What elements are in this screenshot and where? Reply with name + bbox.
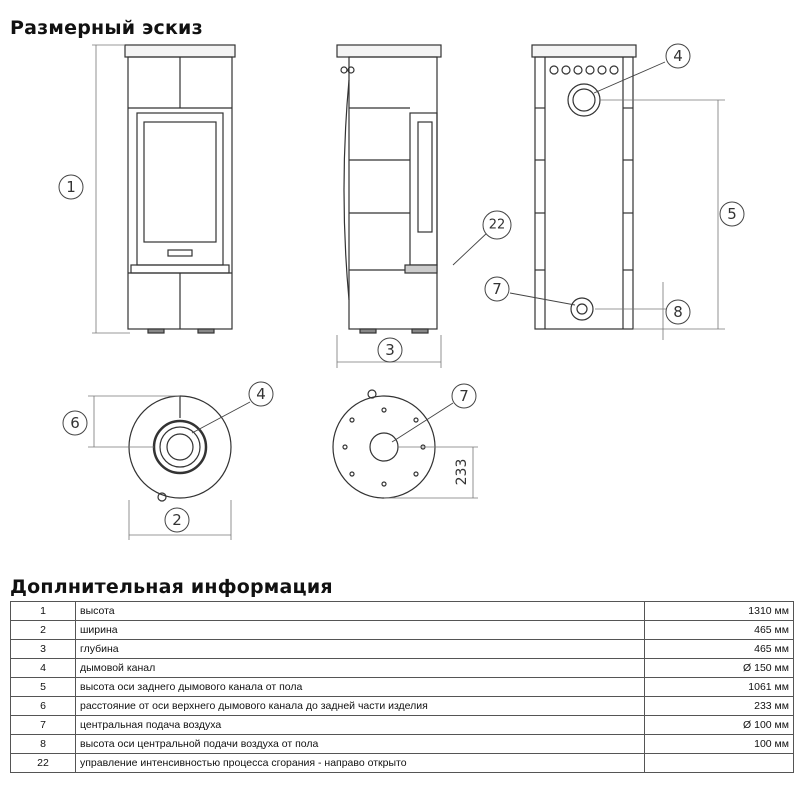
stove-side-view	[337, 45, 441, 333]
stove-front-view	[125, 45, 235, 333]
spec-number: 6	[11, 697, 76, 716]
spec-value: 100 мм	[645, 735, 794, 754]
spec-row	[11, 602, 794, 621]
callout-5: 5	[727, 205, 737, 223]
spec-value: 1310 мм	[645, 602, 794, 621]
callout-7-bottom: 7	[459, 387, 469, 405]
stove-bottom-view	[333, 390, 435, 498]
info-title: Доплнительная информация	[10, 576, 333, 598]
spec-value	[645, 754, 794, 773]
spec-number: 7	[11, 716, 76, 735]
dimension-233-label: 233	[454, 458, 470, 486]
callout-8: 8	[673, 303, 683, 321]
spec-table	[10, 601, 794, 773]
page-title: Размерный эскиз	[10, 17, 203, 39]
spec-row	[11, 659, 794, 678]
spec-number: 22	[11, 754, 76, 773]
callout-2: 2	[172, 511, 182, 529]
spec-label: глубина	[76, 640, 645, 659]
callout-6: 6	[70, 414, 80, 432]
spec-value: Ø 100 мм	[645, 716, 794, 735]
callout-4-back: 4	[673, 47, 683, 65]
spec-value: 233 мм	[645, 697, 794, 716]
spec-number: 1	[11, 602, 76, 621]
spec-label: дымовой канал	[76, 659, 645, 678]
callout-1: 1	[66, 178, 76, 196]
spec-label: высота оси центральной подачи воздуха от пола	[76, 735, 645, 754]
spec-number: 4	[11, 659, 76, 678]
spec-label: центральная подача воздуха	[76, 716, 645, 735]
spec-row	[11, 754, 794, 773]
spec-label: управление интенсивностью процесса сгорания - направо открыто	[76, 754, 645, 773]
spec-label: расстояние от оси верхнего дымового канала до задней части изделия	[76, 697, 645, 716]
spec-row	[11, 697, 794, 716]
spec-row	[11, 640, 794, 659]
callout-3: 3	[385, 341, 395, 359]
spec-number: 8	[11, 735, 76, 754]
spec-number: 5	[11, 678, 76, 697]
spec-value: 465 мм	[645, 640, 794, 659]
spec-row	[11, 735, 794, 754]
spec-label: ширина	[76, 621, 645, 640]
spec-row	[11, 716, 794, 735]
spec-value: 465 мм	[645, 621, 794, 640]
spec-number: 2	[11, 621, 76, 640]
spec-row	[11, 621, 794, 640]
spec-label: высота оси заднего дымового канала от пола	[76, 678, 645, 697]
spec-number: 3	[11, 640, 76, 659]
stove-top-view	[129, 396, 231, 501]
callout-22: 22	[488, 217, 506, 233]
callout-4-top: 4	[256, 385, 266, 403]
spec-label: высота	[76, 602, 645, 621]
stove-back-view	[532, 45, 636, 329]
spec-value: Ø 150 мм	[645, 659, 794, 678]
spec-row	[11, 678, 794, 697]
spec-value: 1061 мм	[645, 678, 794, 697]
callout-7-back: 7	[492, 280, 502, 298]
